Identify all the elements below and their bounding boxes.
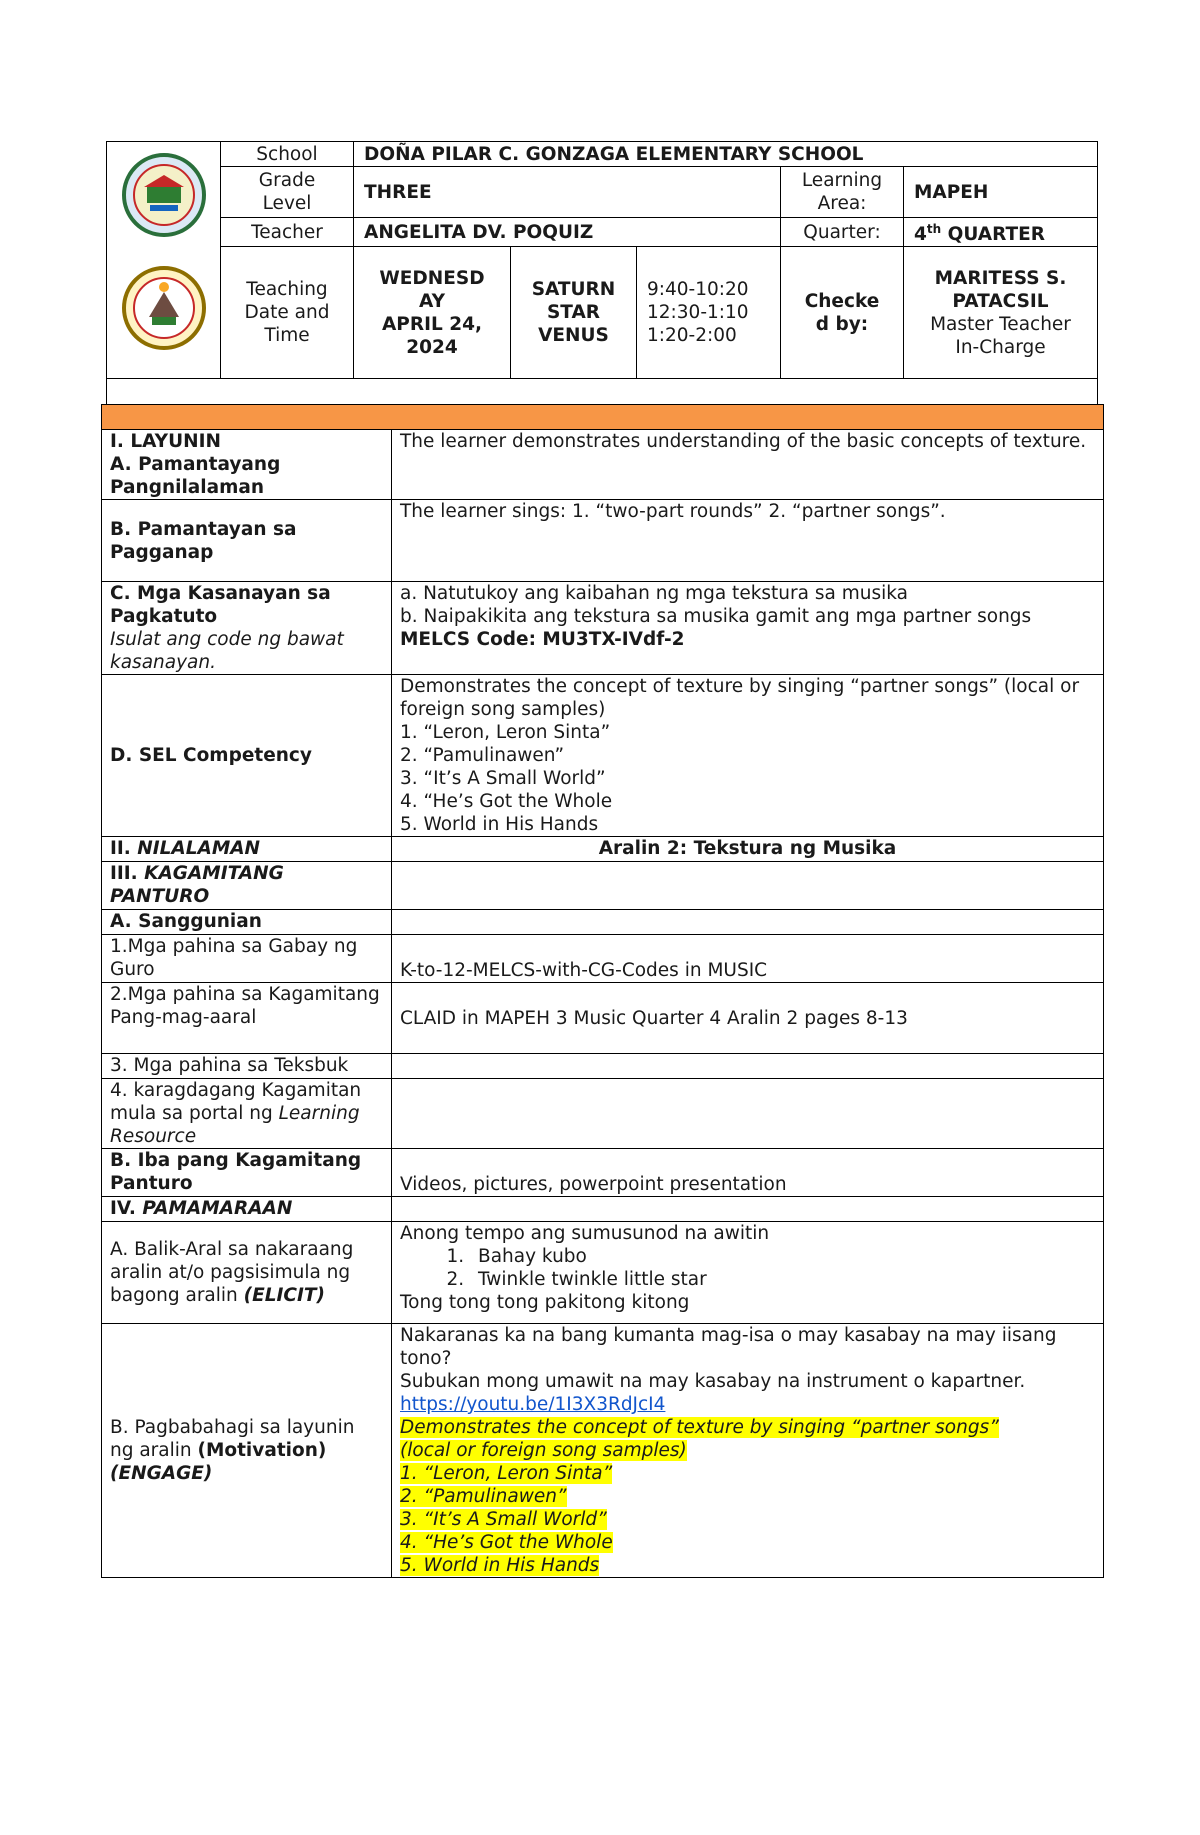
lesson-plan-table [101,404,1104,1578]
date-label-line: Time [264,325,310,347]
header-spacer-row [107,379,1098,407]
time-slot: 1:20-2:00 [647,325,737,347]
karagdagang-text: 4. karagdagang Kagamitan mula sa portal ng [110,1080,362,1124]
grade-label [221,167,354,218]
pagbabahagi-content [392,1324,1104,1578]
highlighted-song: 1. “Leron, Leron Sinta” [400,1463,613,1484]
kasanayan-label [102,582,392,675]
quarter-value [904,218,1098,247]
school-value: DOÑA PILAR C. GONZAGA ELEMENTARY SCHOOL [354,142,1098,167]
pamamaraan-text: PAMAMARAAN [142,1198,293,1219]
highlighted-song: 2. “Pamulinawen” [400,1486,567,1507]
checker-title: Master Teacher [930,313,1071,335]
checker-name: MARITESS S. [934,267,1067,289]
time-slot: 12:30-1:10 [647,302,749,324]
learning-area-label-line: Area: [817,193,867,214]
highlighted-text: (local or foreign song samples) [400,1440,687,1461]
date-value-line: APRIL 24, [381,313,482,335]
header-table [106,141,1098,407]
layunin-title: I. LAYUNIN [110,431,221,452]
date-value-line: AY [419,290,445,312]
logo-column [107,142,221,379]
song-list [400,1245,1095,1291]
karagdagang-italic: Learning Resource [110,1103,360,1147]
checked-by-label [781,247,904,379]
quarter-num: 4 [914,224,927,246]
kasanayan-line-b: b. Naipakikita ang tekstura sa musika gamit ang mga partner songs [400,606,1032,627]
section-name: STAR [546,302,601,324]
date-value-line: 2024 [406,336,458,358]
sel-song: 3. “It’s A Small World” [400,768,606,789]
nilalaman-num: II. [110,838,131,859]
learning-area-label [781,167,904,218]
sanggunian-label: A. Sanggunian [102,910,392,935]
karagdagang-content [392,1079,1104,1149]
quarter-label: Quarter: [781,218,904,247]
grade-value: THREE [354,167,781,218]
list-item: 2. Twinkle twinkle little star [470,1268,1095,1291]
pang-mag-aaral-content: CLAID in MAPEH 3 Music Quarter 4 Aralin 2 pages 8-13 [392,983,1104,1054]
highlighted-song: 5. World in His Hands [400,1555,600,1576]
date-value-line: WEDNESD [379,267,485,289]
engage-tag: (ENGAGE) [110,1463,213,1484]
karagdagang-label [102,1079,392,1149]
learning-area-label-line: Learning [801,170,883,191]
balik-aral-text: A. Balik-Aral sa nakaraang aralin at/o pagsisimula ng bagong aralin [110,1239,354,1306]
melcs-code: MELCS Code: MU3TX-IVdf-2 [400,629,685,650]
balik-aral-intro: Anong tempo ang sumusunod na awitin [400,1223,770,1244]
sel-song: 4. “He’s Got the Whole [400,791,613,812]
gabay-label: 1.Mga pahina sa Gabay ng Guro [102,935,392,983]
sel-song: 5. World in His Hands [400,814,599,835]
pamamaraan-content [392,1197,1104,1222]
section-name: SATURN [531,279,616,301]
pagbabahagi-q1: Nakaranas ka na bang kumanta mag-isa o may kasabay na may iisang tono? [400,1325,1057,1369]
kagamitan-text: KAGAMITANG PANTURO [110,863,284,907]
pagbabahagi-text: B. Pagbabahagi sa layunin ng aralin [110,1417,355,1461]
date-label-line: Date and [244,302,330,324]
list-item: 1. Bahay kubo [470,1245,1095,1268]
teksbuk-content [392,1054,1104,1079]
logos [114,147,214,367]
section-name: VENUS [538,325,609,347]
highlighted-text: Demonstrates the concept of texture by singing “partner songs” [400,1417,999,1438]
sel-intro: Demonstrates the concept of texture by singing “partner songs” (local or foreign song samples) [400,676,1080,720]
nilalaman-label [102,837,392,862]
nilalaman-content: Aralin 2: Tekstura ng Musika [392,837,1104,862]
pagbabahagi-q2: Subukan mong umawit na may kasabay na instrument o kapartner. [400,1371,1026,1392]
highlighted-song: 3. “It’s A Small World” [400,1509,607,1530]
teacher-value: ANGELITA DV. POQUIZ [354,218,781,247]
sanggunian-content [392,910,1104,935]
quarter-word: QUARTER [947,224,1046,246]
checked-label-line: Checke [804,290,880,312]
layunin-sub: A. Pamantayang Pangnilalaman [110,454,281,498]
kasanayan-content [392,582,1104,675]
orange-divider-bar [102,405,1104,430]
layunin-label [102,430,392,500]
school-seal-logo [124,155,204,235]
kagamitan-content [392,862,1104,910]
gabay-content: K-to-12-MELCS-with-CG-Codes in MUSIC [392,935,1104,983]
teksbuk-label: 3. Mga pahina sa Teksbuk [102,1054,392,1079]
teacher-label: Teacher [221,218,354,247]
kagamitan-label [102,862,392,910]
kasanayan-note: Isulat ang code ng bawat kasanayan. [110,629,344,673]
times [637,247,781,379]
checked-label-line: d by: [815,313,869,335]
grade-label-line: Grade [258,170,316,191]
iba-pang-content: Videos, pictures, powerpoint presentation [392,1149,1104,1197]
checker-title: In-Charge [955,336,1046,358]
sel-song: 1. “Leron, Leron Sinta” [400,722,611,743]
layunin-content: The learner demonstrates understanding of the basic concepts of texture. [392,430,1104,500]
sel-label: D. SEL Competency [102,675,392,837]
balik-aral-content [392,1222,1104,1324]
pamantayan-label: B. Pamantayan sa Pagganap [102,500,392,582]
balik-aral-extra: Tong tong tong pakitong kitong [400,1292,690,1313]
kasanayan-line-a: a. Natutukoy ang kaibahan ng mga tekstura sa musika [400,583,908,604]
date-label-line: Teaching [246,279,328,301]
school-label: School [221,142,354,167]
kasanayan-title: C. Mga Kasanayan sa Pagkatuto [110,583,331,627]
balik-aral-label [102,1222,392,1324]
time-slot: 9:40-10:20 [647,279,749,301]
pagbabahagi-label [102,1324,392,1578]
motivation-tag: (Motivation) [197,1440,327,1461]
iba-pang-label: B. Iba pang Kagamitang Panturo [102,1149,392,1197]
quarter-sup: th [926,222,942,236]
pang-mag-aaral-label: 2.Mga pahina sa Kagamitang Pang-mag-aaral [102,983,392,1054]
learning-area-value: MAPEH [904,167,1098,218]
checker [904,247,1098,379]
nilalaman-text: NILALAMAN [137,838,261,859]
pamantayan-content: The learner sings: 1. “two-part rounds” 2. “partner songs”. [392,500,1104,582]
date-label [221,247,354,379]
kagamitan-num: III. [110,863,138,884]
youtube-link[interactable]: https://youtu.be/1I3X3RdJcI4 [400,1394,666,1415]
checker-name: PATACSIL [952,290,1049,312]
date-value [354,247,511,379]
highlighted-song: 4. “He’s Got the Whole [400,1532,613,1553]
division-seal-logo [124,268,204,348]
grade-label-line: Level [262,193,312,214]
sections [511,247,637,379]
pamamaraan-num: IV. [110,1198,136,1219]
elicit-tag: (ELICIT) [243,1285,325,1306]
pamamaraan-label [102,1197,392,1222]
sel-content [392,675,1104,837]
sel-song: 2. “Pamulinawen” [400,745,565,766]
